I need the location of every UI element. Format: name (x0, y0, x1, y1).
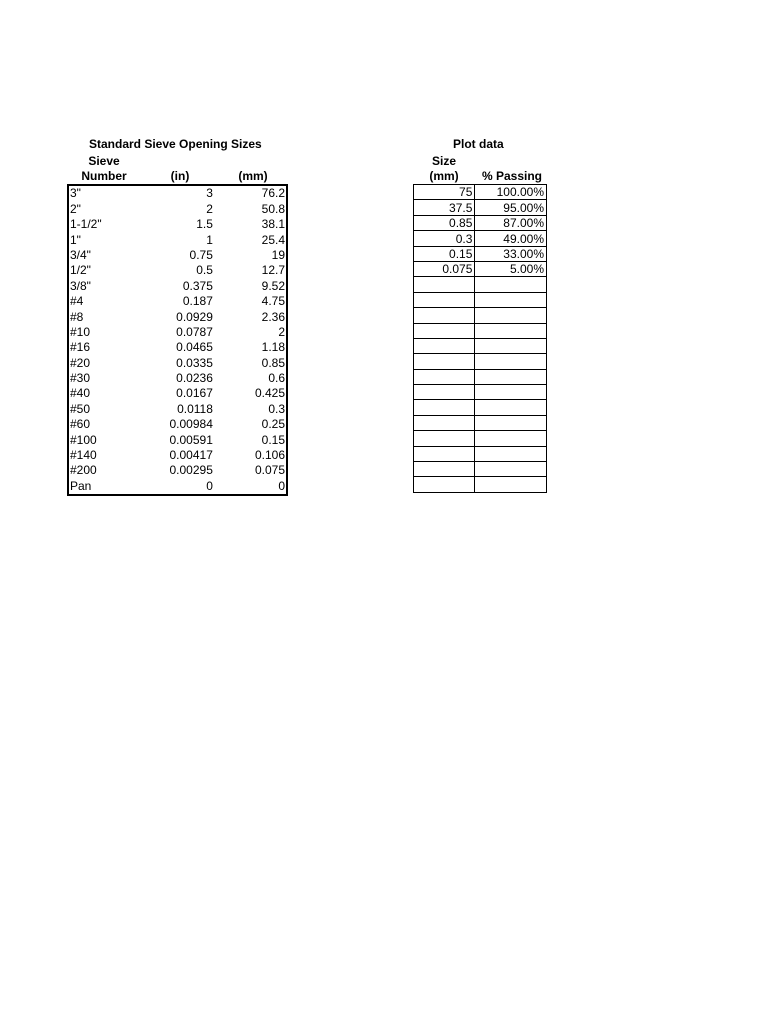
plot-size-cell[interactable]: 37.5 (414, 200, 475, 215)
sieve-number-cell[interactable]: #100 (70, 432, 97, 447)
plot-row (414, 323, 547, 338)
sieve-inches-cell[interactable]: 2 (206, 201, 213, 216)
sieve-mm-cell[interactable]: 38.1 (261, 217, 285, 232)
sieve-size-table (67, 184, 288, 496)
plot-passing-cell[interactable]: 100.00% (475, 185, 547, 200)
plot-passing-cell[interactable] (475, 415, 547, 430)
sieve-inches-cell[interactable]: 0.0167 (176, 386, 213, 401)
sieve-mm-cell[interactable]: 25.4 (261, 232, 285, 247)
size-header-line2: (mm) (429, 169, 459, 183)
plot-row (414, 200, 547, 215)
sieve-inches-cell[interactable]: 0.0118 (177, 401, 213, 416)
plot-passing-cell[interactable] (475, 369, 547, 384)
sieve-number-cell[interactable]: #10 (70, 324, 91, 339)
sieve-number-cell[interactable]: 2" (70, 201, 81, 216)
sieve-inches-cell[interactable]: 0.0465 (176, 340, 213, 355)
plot-size-cell[interactable]: 0.3 (414, 231, 475, 246)
sieve-mm-cell[interactable]: 0.3 (268, 401, 285, 416)
plot-size-cell[interactable]: 0.075 (414, 261, 475, 276)
sieve-inches-cell[interactable]: 0.00984 (169, 417, 213, 432)
plot-row (414, 338, 547, 353)
sieve-row (68, 401, 287, 416)
plot-data-table (413, 184, 547, 493)
sieve-mm-cell[interactable]: 12.7 (261, 263, 285, 278)
sieve-mm-cell[interactable]: 9.52 (261, 278, 285, 293)
mm-header: (mm) (238, 169, 268, 183)
plot-row (414, 446, 547, 461)
plot-row (414, 400, 547, 415)
sieve-number-cell[interactable]: 3/4" (70, 247, 91, 262)
plot-passing-cell[interactable]: 5.00% (475, 261, 547, 276)
sieve-number-cell[interactable]: #200 (70, 463, 97, 478)
sieve-number-cell[interactable]: #30 (70, 371, 91, 386)
sieve-inches-cell[interactable]: 0.0787 (176, 324, 213, 339)
sieve-mm-cell[interactable]: 0.425 (254, 386, 285, 401)
plot-passing-cell[interactable] (475, 477, 547, 492)
sieve-mm-cell[interactable]: 1.18 (261, 340, 285, 355)
sieve-row (68, 355, 287, 370)
sieve-inches-cell[interactable]: 0.0929 (176, 309, 213, 324)
plot-passing-cell[interactable] (475, 292, 547, 307)
sieve-inches-cell[interactable]: 1.5 (196, 217, 213, 232)
plot-row (414, 292, 547, 307)
sieve-number-header-line1: Sieve (88, 154, 120, 168)
sieve-number-cell[interactable]: Pan (70, 478, 92, 493)
plot-passing-cell[interactable] (475, 338, 547, 353)
plot-size-cell[interactable] (414, 277, 475, 292)
plot-row (414, 477, 547, 492)
plot-passing-cell[interactable] (475, 323, 547, 338)
plot-size-cell[interactable] (414, 369, 475, 384)
sieve-number-cell[interactable]: #16 (70, 340, 91, 355)
sieve-mm-cell[interactable]: 76.2 (261, 186, 285, 201)
plot-passing-cell[interactable] (475, 431, 547, 446)
plot-size-cell[interactable] (414, 385, 475, 400)
plot-row (414, 215, 547, 230)
sieve-row (68, 478, 287, 494)
sieve-inches-cell[interactable]: 0.0236 (176, 371, 213, 386)
size-header (420, 154, 468, 184)
sieve-row (68, 232, 287, 247)
sieve-inches-cell[interactable]: 0.00295 (169, 463, 213, 478)
sieve-mm-cell[interactable]: 0 (278, 478, 285, 493)
sieve-inches-cell[interactable]: 0.75 (189, 247, 213, 262)
sieve-number-cell[interactable]: 1-1/2" (70, 217, 102, 232)
percent-passing-header: % Passing (481, 169, 543, 183)
sieve-row (68, 278, 287, 293)
sieve-row (68, 263, 287, 278)
plot-size-cell[interactable] (414, 400, 475, 415)
sieve-row (68, 201, 287, 216)
sieve-mm-cell[interactable]: 50.8 (261, 201, 285, 216)
plot-size-cell[interactable] (414, 462, 475, 477)
size-header-line1: Size (431, 154, 456, 168)
plot-row (414, 185, 547, 200)
plot-size-cell[interactable] (414, 292, 475, 307)
plot-passing-cell[interactable] (475, 462, 547, 477)
plot-row (414, 385, 547, 400)
plot-row (414, 431, 547, 446)
sieve-inches-cell[interactable]: 0.0335 (176, 355, 213, 370)
sieve-number-cell[interactable]: 3" (70, 186, 81, 201)
sieve-number-header (72, 154, 136, 184)
sieve-mm-cell[interactable]: 19 (271, 247, 285, 262)
plot-size-cell[interactable] (414, 323, 475, 338)
plot-data-title: Plot data (453, 137, 504, 151)
sieve-table-body (68, 185, 287, 495)
plot-size-cell[interactable] (414, 308, 475, 323)
sieve-mm-cell[interactable]: 2.36 (261, 309, 285, 324)
sieve-row (68, 340, 287, 355)
sieve-mm-cell[interactable]: 0.075 (254, 463, 285, 478)
sieve-number-cell[interactable]: #8 (70, 309, 84, 324)
sieve-row (68, 309, 287, 324)
plot-passing-cell[interactable] (475, 308, 547, 323)
sieve-row (68, 463, 287, 478)
plot-table-body (414, 185, 547, 493)
plot-passing-cell[interactable] (475, 385, 547, 400)
plot-size-cell[interactable]: 75 (414, 185, 475, 200)
sieve-row (68, 217, 287, 232)
sieve-mm-cell[interactable]: 2 (278, 324, 285, 339)
plot-passing-cell[interactable]: 49.00% (475, 231, 547, 246)
sieve-row (68, 417, 287, 432)
sieve-row (68, 448, 287, 463)
sieve-mm-cell[interactable]: 0.106 (254, 448, 285, 463)
sieve-row (68, 432, 287, 447)
sieve-inches-cell[interactable]: 0.187 (182, 294, 213, 309)
plot-row (414, 354, 547, 369)
plot-size-cell[interactable]: 0.15 (414, 246, 475, 261)
sieve-mm-cell[interactable]: 4.75 (261, 294, 285, 309)
sieve-inches-cell[interactable]: 0.00591 (169, 432, 213, 447)
sieve-number-cell[interactable]: 3/8" (70, 278, 91, 293)
plot-row (414, 369, 547, 384)
sieve-number-cell[interactable]: #20 (70, 355, 91, 370)
sieve-number-cell[interactable]: 1" (70, 232, 81, 247)
sieve-inches-cell[interactable]: 3 (206, 186, 213, 201)
sieve-number-cell[interactable]: 1/2" (70, 263, 91, 278)
sieve-inches-cell[interactable]: 0 (206, 478, 213, 493)
plot-size-cell[interactable] (414, 477, 475, 492)
plot-size-cell[interactable] (414, 415, 475, 430)
sieve-mm-cell[interactable]: 0.6 (268, 371, 285, 386)
plot-passing-cell[interactable] (475, 277, 547, 292)
sieve-inches-cell[interactable]: 0.375 (182, 278, 213, 293)
plot-passing-cell[interactable] (475, 354, 547, 369)
plot-size-cell[interactable] (414, 431, 475, 446)
sieve-mm-cell[interactable]: 0.15 (261, 432, 285, 447)
sieve-number-header-line2: Number (81, 169, 127, 183)
plot-row (414, 415, 547, 430)
sieve-row (68, 248, 287, 263)
sieve-row (68, 386, 287, 401)
plot-passing-cell[interactable]: 95.00% (475, 200, 547, 215)
sieve-mm-cell[interactable]: 0.85 (261, 355, 285, 370)
inches-header: (in) (170, 169, 190, 183)
sieve-row (68, 325, 287, 340)
plot-size-cell[interactable] (414, 446, 475, 461)
sieve-row (68, 294, 287, 309)
plot-size-cell[interactable] (414, 354, 475, 369)
plot-passing-cell[interactable] (475, 400, 547, 415)
plot-passing-cell[interactable] (475, 446, 547, 461)
sieve-row (68, 185, 287, 201)
plot-size-cell[interactable] (414, 338, 475, 353)
sieve-number-cell[interactable]: #40 (70, 386, 91, 401)
plot-row (414, 246, 547, 261)
sieve-number-cell[interactable]: #4 (70, 294, 84, 309)
plot-row (414, 277, 547, 292)
plot-row (414, 462, 547, 477)
sieve-table-title: Standard Sieve Opening Sizes (89, 137, 262, 151)
plot-passing-cell[interactable]: 87.00% (475, 215, 547, 230)
sieve-number-cell[interactable]: #50 (70, 401, 91, 416)
plot-passing-cell[interactable]: 33.00% (475, 246, 547, 261)
sieve-row (68, 371, 287, 386)
sieve-inches-cell[interactable]: 1 (206, 232, 213, 247)
plot-size-cell[interactable]: 0.85 (414, 215, 475, 230)
plot-row (414, 308, 547, 323)
sieve-number-cell[interactable]: #60 (70, 417, 91, 432)
sieve-inches-cell[interactable]: 0.00417 (169, 448, 213, 463)
sieve-number-cell[interactable]: #140 (70, 448, 97, 463)
sieve-inches-cell[interactable]: 0.5 (196, 263, 213, 278)
plot-row (414, 231, 547, 246)
plot-row (414, 261, 547, 276)
sieve-mm-cell[interactable]: 0.25 (261, 417, 285, 432)
